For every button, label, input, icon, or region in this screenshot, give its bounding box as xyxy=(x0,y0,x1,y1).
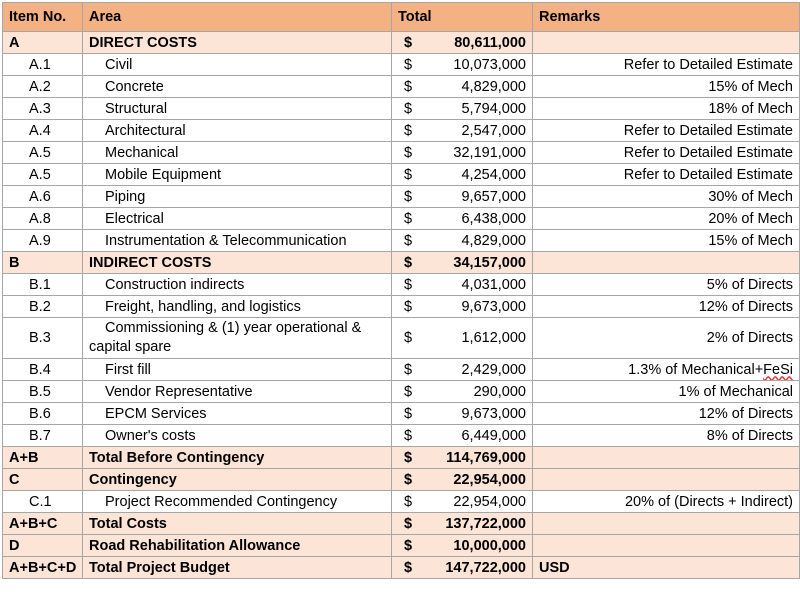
area-cell: First fill xyxy=(83,359,392,381)
total-value: 2,547,000 xyxy=(461,122,526,139)
area-cell: DIRECT COSTS xyxy=(83,32,392,54)
total-cell xyxy=(392,381,533,403)
total-value: 22,954,000 xyxy=(453,493,526,510)
item-no-cell: A.3 xyxy=(3,98,83,120)
total-cell xyxy=(392,557,533,579)
item-no-cell: A+B xyxy=(3,447,83,469)
header-total: Total xyxy=(392,3,533,32)
header-item-no: Item No. xyxy=(3,3,83,32)
remarks-cell: Refer to Detailed Estimate xyxy=(533,54,800,76)
total-value: 9,673,000 xyxy=(461,405,526,422)
total-cell xyxy=(392,535,533,557)
remarks-cell xyxy=(533,32,800,54)
total-value: 147,722,000 xyxy=(445,559,526,576)
remarks-cell: USD xyxy=(533,557,800,579)
item-no-cell: A+B+C xyxy=(3,513,83,535)
remarks-cell xyxy=(533,359,800,381)
remarks-cell xyxy=(533,447,800,469)
section-row xyxy=(3,535,800,557)
remarks-cell: 20% of (Directs + Indirect) xyxy=(533,491,800,513)
total-value: 4,829,000 xyxy=(461,232,526,249)
total-cell xyxy=(392,142,533,164)
table-row xyxy=(3,381,800,403)
currency-symbol: $ xyxy=(404,100,413,117)
total-value: 32,191,000 xyxy=(453,144,526,161)
table-row xyxy=(3,230,800,252)
total-value: 114,769,000 xyxy=(446,449,526,466)
area-cell: Owner's costs xyxy=(83,425,392,447)
area-cell: Road Rehabilitation Allowance xyxy=(83,535,392,557)
remarks-cell: 12% of Directs xyxy=(533,403,800,425)
total-value: 5,794,000 xyxy=(461,100,526,117)
total-cell xyxy=(392,513,533,535)
cost-estimate-table xyxy=(2,2,800,579)
item-no-cell: A.2 xyxy=(3,76,83,98)
item-no-cell: B.5 xyxy=(3,381,83,403)
item-no-cell: A.5 xyxy=(3,164,83,186)
total-value: 1,612,000 xyxy=(461,330,526,346)
item-no-cell: A.1 xyxy=(3,54,83,76)
item-no-cell: A.4 xyxy=(3,120,83,142)
total-cell xyxy=(392,252,533,274)
remarks-cell: 15% of Mech xyxy=(533,76,800,98)
currency-symbol: $ xyxy=(404,78,413,95)
currency-symbol: $ xyxy=(404,188,413,205)
total-value: 10,073,000 xyxy=(453,56,526,73)
total-value: 9,673,000 xyxy=(461,298,526,315)
total-cell xyxy=(392,208,533,230)
remarks-cell xyxy=(533,469,800,491)
section-row xyxy=(3,557,800,579)
table-row xyxy=(3,208,800,230)
remarks-cell: 8% of Directs xyxy=(533,425,800,447)
area-cell: Freight, handling, and logistics xyxy=(83,296,392,318)
total-cell xyxy=(392,403,533,425)
total-value: 4,254,000 xyxy=(461,166,526,183)
currency-symbol: $ xyxy=(404,56,413,73)
remarks-cell: 5% of Directs xyxy=(533,274,800,296)
item-no-cell: A+B+C+D xyxy=(3,557,83,579)
remarks-cell: 20% of Mech xyxy=(533,208,800,230)
total-cell xyxy=(392,318,533,359)
area-cell: Construction indirects xyxy=(83,274,392,296)
item-no-cell: B.7 xyxy=(3,425,83,447)
area-cell xyxy=(83,318,392,359)
remarks-cell xyxy=(533,535,800,557)
total-cell xyxy=(392,274,533,296)
currency-symbol: $ xyxy=(404,210,413,227)
area-line-1: Commissioning & (1) year operational & xyxy=(105,320,362,336)
item-no-cell: A.9 xyxy=(3,230,83,252)
total-cell xyxy=(392,296,533,318)
total-value: 137,722,000 xyxy=(445,515,526,532)
currency-symbol: $ xyxy=(404,34,413,51)
item-no-cell: C.1 xyxy=(3,491,83,513)
area-cell: Electrical xyxy=(83,208,392,230)
area-cell: Total Project Budget xyxy=(83,557,392,579)
total-value: 6,449,000 xyxy=(461,427,526,444)
total-cell xyxy=(392,98,533,120)
item-no-cell: D xyxy=(3,535,83,557)
currency-symbol: $ xyxy=(404,383,413,400)
total-value: 9,657,000 xyxy=(461,188,526,205)
area-cell: Structural xyxy=(83,98,392,120)
currency-symbol: $ xyxy=(404,232,413,249)
area-cell: Contingency xyxy=(83,469,392,491)
table-row xyxy=(3,425,800,447)
table-row xyxy=(3,76,800,98)
item-no-cell: B.1 xyxy=(3,274,83,296)
item-no-cell: B xyxy=(3,252,83,274)
header-remarks: Remarks xyxy=(533,3,800,32)
total-value: 80,611,000 xyxy=(454,34,526,51)
total-value: 22,954,000 xyxy=(453,471,526,488)
total-cell xyxy=(392,359,533,381)
remarks-cell: 12% of Directs xyxy=(533,296,800,318)
remarks-cell xyxy=(533,252,800,274)
remarks-cell: Refer to Detailed Estimate xyxy=(533,142,800,164)
area-cell: Vendor Representative xyxy=(83,381,392,403)
item-no-cell: A.6 xyxy=(3,186,83,208)
section-row xyxy=(3,513,800,535)
total-value: 4,031,000 xyxy=(461,276,526,293)
remarks-cell: Refer to Detailed Estimate xyxy=(533,120,800,142)
total-value: 4,829,000 xyxy=(461,78,526,95)
section-row xyxy=(3,32,800,54)
table-row xyxy=(3,359,800,381)
area-cell: Civil xyxy=(83,54,392,76)
section-row xyxy=(3,447,800,469)
table-row xyxy=(3,403,800,425)
area-cell: INDIRECT COSTS xyxy=(83,252,392,274)
total-cell xyxy=(392,469,533,491)
remarks-cell: 2% of Directs xyxy=(533,318,800,359)
area-line-2: capital spare xyxy=(89,339,172,355)
item-no-cell: A xyxy=(3,32,83,54)
item-no-cell: B.2 xyxy=(3,296,83,318)
remarks-misspelled-word: FeSi xyxy=(763,361,793,378)
currency-symbol: $ xyxy=(404,449,413,466)
table-row xyxy=(3,491,800,513)
item-no-cell: A.8 xyxy=(3,208,83,230)
section-row xyxy=(3,469,800,491)
total-cell xyxy=(392,54,533,76)
item-no-cell: A.5 xyxy=(3,142,83,164)
currency-symbol: $ xyxy=(404,122,413,139)
area-cell: Architectural xyxy=(83,120,392,142)
remarks-cell: 15% of Mech xyxy=(533,230,800,252)
area-cell: Mechanical xyxy=(83,142,392,164)
table-body xyxy=(3,32,800,579)
item-no-cell: B.3 xyxy=(3,318,83,359)
total-cell xyxy=(392,425,533,447)
currency-symbol: $ xyxy=(404,405,413,422)
total-cell xyxy=(392,164,533,186)
currency-symbol: $ xyxy=(404,537,413,554)
currency-symbol: $ xyxy=(404,493,413,510)
total-value: 290,000 xyxy=(473,383,526,400)
remarks-cell: 30% of Mech xyxy=(533,186,800,208)
total-cell xyxy=(392,186,533,208)
area-cell: EPCM Services xyxy=(83,403,392,425)
currency-symbol: $ xyxy=(404,427,413,444)
item-no-cell: C xyxy=(3,469,83,491)
remarks-cell: 1% of Mechanical xyxy=(533,381,800,403)
currency-symbol: $ xyxy=(404,471,413,488)
total-cell xyxy=(392,76,533,98)
remarks-cell: 18% of Mech xyxy=(533,98,800,120)
item-no-cell: B.6 xyxy=(3,403,83,425)
area-cell: Project Recommended Contingency xyxy=(83,491,392,513)
currency-symbol: $ xyxy=(404,144,413,161)
area-cell: Mobile Equipment xyxy=(83,164,392,186)
area-cell: Piping xyxy=(83,186,392,208)
currency-symbol: $ xyxy=(404,330,413,346)
total-cell xyxy=(392,230,533,252)
section-row xyxy=(3,252,800,274)
header-row xyxy=(3,3,800,32)
item-no-cell: B.4 xyxy=(3,359,83,381)
area-cell: Concrete xyxy=(83,76,392,98)
remarks-cell: Refer to Detailed Estimate xyxy=(533,164,800,186)
area-cell: Total Costs xyxy=(83,513,392,535)
total-value: 2,429,000 xyxy=(461,361,526,378)
area-cell: Total Before Contingency xyxy=(83,447,392,469)
remarks-cell xyxy=(533,513,800,535)
total-cell xyxy=(392,491,533,513)
table-row xyxy=(3,142,800,164)
total-cell xyxy=(392,447,533,469)
table-row xyxy=(3,98,800,120)
table-row xyxy=(3,318,800,359)
currency-symbol: $ xyxy=(404,254,413,271)
currency-symbol: $ xyxy=(404,361,413,378)
total-cell xyxy=(392,32,533,54)
table-row xyxy=(3,164,800,186)
table-row xyxy=(3,54,800,76)
currency-symbol: $ xyxy=(404,515,413,532)
table-row xyxy=(3,120,800,142)
header-area: Area xyxy=(83,3,392,32)
currency-symbol: $ xyxy=(404,166,413,183)
currency-symbol: $ xyxy=(404,298,413,315)
total-value: 6,438,000 xyxy=(461,210,526,227)
table-row xyxy=(3,186,800,208)
area-cell: Instrumentation & Telecommunication xyxy=(83,230,392,252)
total-value: 34,157,000 xyxy=(453,254,526,271)
table-row xyxy=(3,274,800,296)
currency-symbol: $ xyxy=(404,276,413,293)
total-cell xyxy=(392,120,533,142)
remarks-text: 1.3% of Mechanical+ xyxy=(628,361,764,378)
currency-symbol: $ xyxy=(404,559,413,576)
table-row xyxy=(3,296,800,318)
total-value: 10,000,000 xyxy=(453,537,526,554)
